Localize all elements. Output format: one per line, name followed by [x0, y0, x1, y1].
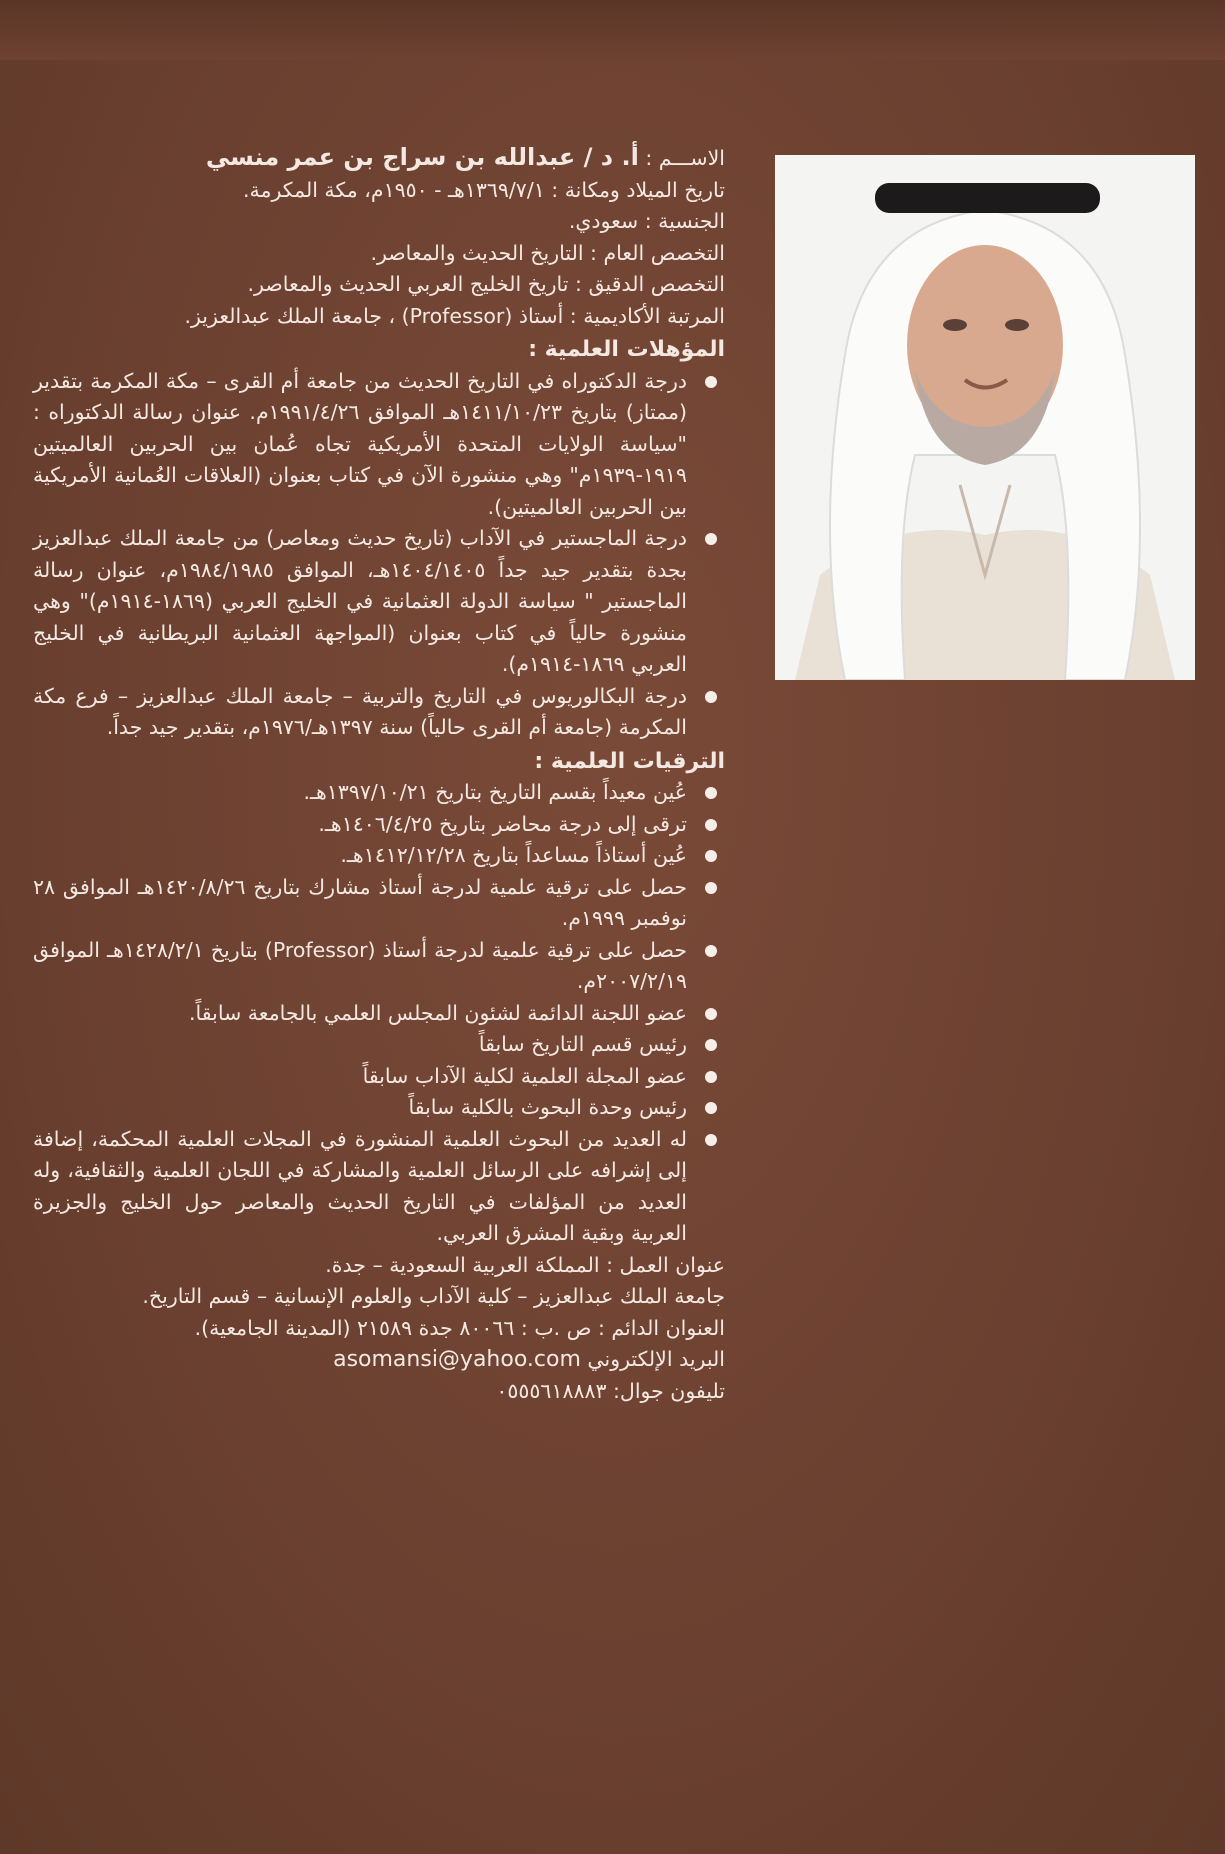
list-item-text: له العديد من البحوث العلمية المنشورة في المجلات العلمية المحكمة، إضافة إلى إشرافه على الرسائل العلمية والمشاركة في اللجان العلمية والثقافية، وله العديد من المؤلفات في التاريخ الحديث والمعاصر حول الخليج والجزيرة العربية وبقية المشرق العربي. [33, 1126, 687, 1245]
list-item-text: درجة البكالوريوس في التاريخ والتربية – جامعة الملك عبدالعزيز – فرع مكة المكرمة (جامعة أم القرى حالياً) سنة ١٣٩٧هـ/١٩٧٦م، بتقدير جيد جداً. [33, 683, 687, 739]
list-item-text: درجة الدكتوراه في التاريخ الحديث من جامعة أم القرى – مكة المكرمة بتقدير (ممتاز) بتاريخ ١٤١١/١٠/٢٣هـ الموافق ١٩٩١/٤/٢٦م. عنوان رسالة الدكتوراه : "سياسة الولايات المتحدة الأمريكية تجاه عُمان بين الحربين العالميتين ١٩١٩-١٩٣٩م" وهي منشورة الآن في كتاب بعنوان (العلاقات العُمانية الأمريكية بين الحربين العالميتين). [33, 368, 687, 519]
list-item-text: درجة الماجستير في الآداب (تاريخ حديث ومعاصر) من جامعة الملك عبدالعزيز بجدة بتقدير جيد جداً ١٤٠٤/١٤٠٥هـ، الموافق ١٩٨٤/١٩٨٥م، عنوان رسالة الماجستير " سياسة الدولة العثمانية في الخليج العربي (١٨٦٩-١٩١٤م)" وهي منشورة حالياً في كتاب بعنوان (المواجهة العثمانية البريطانية في الخليج العربي ١٨٦٩-١٩١٤م). [33, 526, 687, 676]
full-name: أ. د / عبدالله بن سراج بن عمر منسي [205, 143, 639, 171]
list-item-text: عضو اللجنة الدائمة لشئون المجلس العلمي بالجامعة سابقاً. [189, 1000, 687, 1025]
permanent-address-line: العنوان الدائم : ص .ب : ٨٠٠٦٦ جدة ٢١٥٨٩ (المدينة الجامعية). [194, 1315, 725, 1340]
bullet-icon [705, 1039, 717, 1051]
name-line [33, 142, 725, 175]
portrait-photo [775, 155, 1195, 680]
list-item [33, 1124, 725, 1250]
email-label: البريد الإلكتروني [587, 1347, 725, 1371]
list-item [33, 872, 725, 935]
qualifications-list [33, 366, 725, 744]
list-item-text: ترقى إلى درجة محاضر بتاريخ ١٤٠٦/٤/٢٥هـ. [318, 811, 687, 836]
bullet-icon [705, 819, 717, 831]
list-item [33, 1061, 725, 1093]
biography-text [33, 142, 725, 1407]
university-line: جامعة الملك عبدالعزيز – كلية الآداب والعلوم الإنسانية – قسم التاريخ. [142, 1284, 725, 1308]
list-item-text: عُين معيداً بقسم التاريخ بتاريخ ١٣٩٧/١٠/٢١هـ. [303, 780, 687, 804]
mobile-line: تليفون جوال: ٠٥٥٥٦١٨٨٨٣ [496, 1378, 725, 1403]
email-address: asomansi@yahoo.com [333, 1347, 581, 1372]
promotions-heading: الترقيات العلمية : [534, 748, 725, 774]
bullet-icon [705, 945, 717, 957]
list-item-text: عضو المجلة العلمية لكلية الآداب سابقاً [362, 1063, 687, 1088]
list-item [33, 777, 725, 809]
bullet-icon [705, 376, 717, 388]
promotions-list [33, 777, 725, 1250]
work-address-line: عنوان العمل : المملكة العربية السعودية – جدة. [325, 1252, 725, 1277]
list-item [33, 1029, 725, 1061]
specific-major-line: التخصص الدقيق : تاريخ الخليج العربي الحديث والمعاصر. [247, 272, 725, 296]
list-item-text: رئيس قسم التاريخ سابقاً [478, 1032, 687, 1056]
qualifications-heading: المؤهلات العلمية : [528, 337, 725, 362]
list-item [33, 681, 725, 744]
list-item-text: حصل على ترقية علمية لدرجة أستاذ (Professor) بتاريخ ١٤٢٨/٢/١هـ الموافق ٢٠٠٧/٢/١٩م. [33, 937, 687, 993]
bullet-icon [705, 691, 717, 703]
birth-line: تاريخ الميلاد ومكانة : ١٣٦٩/٧/١هـ - ١٩٥٠م، مكة المكرمة. [243, 177, 725, 202]
list-item [33, 523, 725, 681]
general-major-line: التخصص العام : التاريخ الحديث والمعاصر. [370, 240, 725, 265]
bullet-icon [705, 533, 717, 545]
bullet-icon [705, 1134, 717, 1146]
list-item [33, 998, 725, 1030]
email-line [33, 1344, 725, 1376]
list-item-text: عُين أستاذاً مساعداً بتاريخ ١٤١٢/١٢/٢٨هـ. [340, 843, 687, 867]
list-item [33, 935, 725, 998]
bullet-icon [705, 1102, 717, 1114]
top-shadow-band [0, 0, 1225, 60]
list-item [33, 809, 725, 841]
nationality-line: الجنسية : سعودي. [568, 209, 725, 233]
list-item [33, 1092, 725, 1124]
list-item [33, 366, 725, 524]
bullet-icon [705, 1071, 717, 1083]
bullet-icon [705, 1008, 717, 1020]
portrait-illustration [775, 155, 1195, 680]
name-label: الاســـم : [645, 146, 725, 170]
list-item-text: حصل على ترقية علمية لدرجة أستاذ مشارك بتاريخ ١٤٢٠/٨/٢٦هـ الموافق ٢٨ نوفمبر ١٩٩٩م. [33, 874, 688, 930]
bullet-icon [705, 850, 717, 862]
bullet-icon [705, 787, 717, 799]
list-item-text: رئيس وحدة البحوث بالكلية سابقاً [408, 1095, 687, 1119]
academic-rank-line: المرتبة الأكاديمية : أستاذ (Professor) ، جامعة الملك عبدالعزيز. [184, 303, 725, 328]
bullet-icon [705, 882, 717, 894]
list-item [33, 840, 725, 872]
